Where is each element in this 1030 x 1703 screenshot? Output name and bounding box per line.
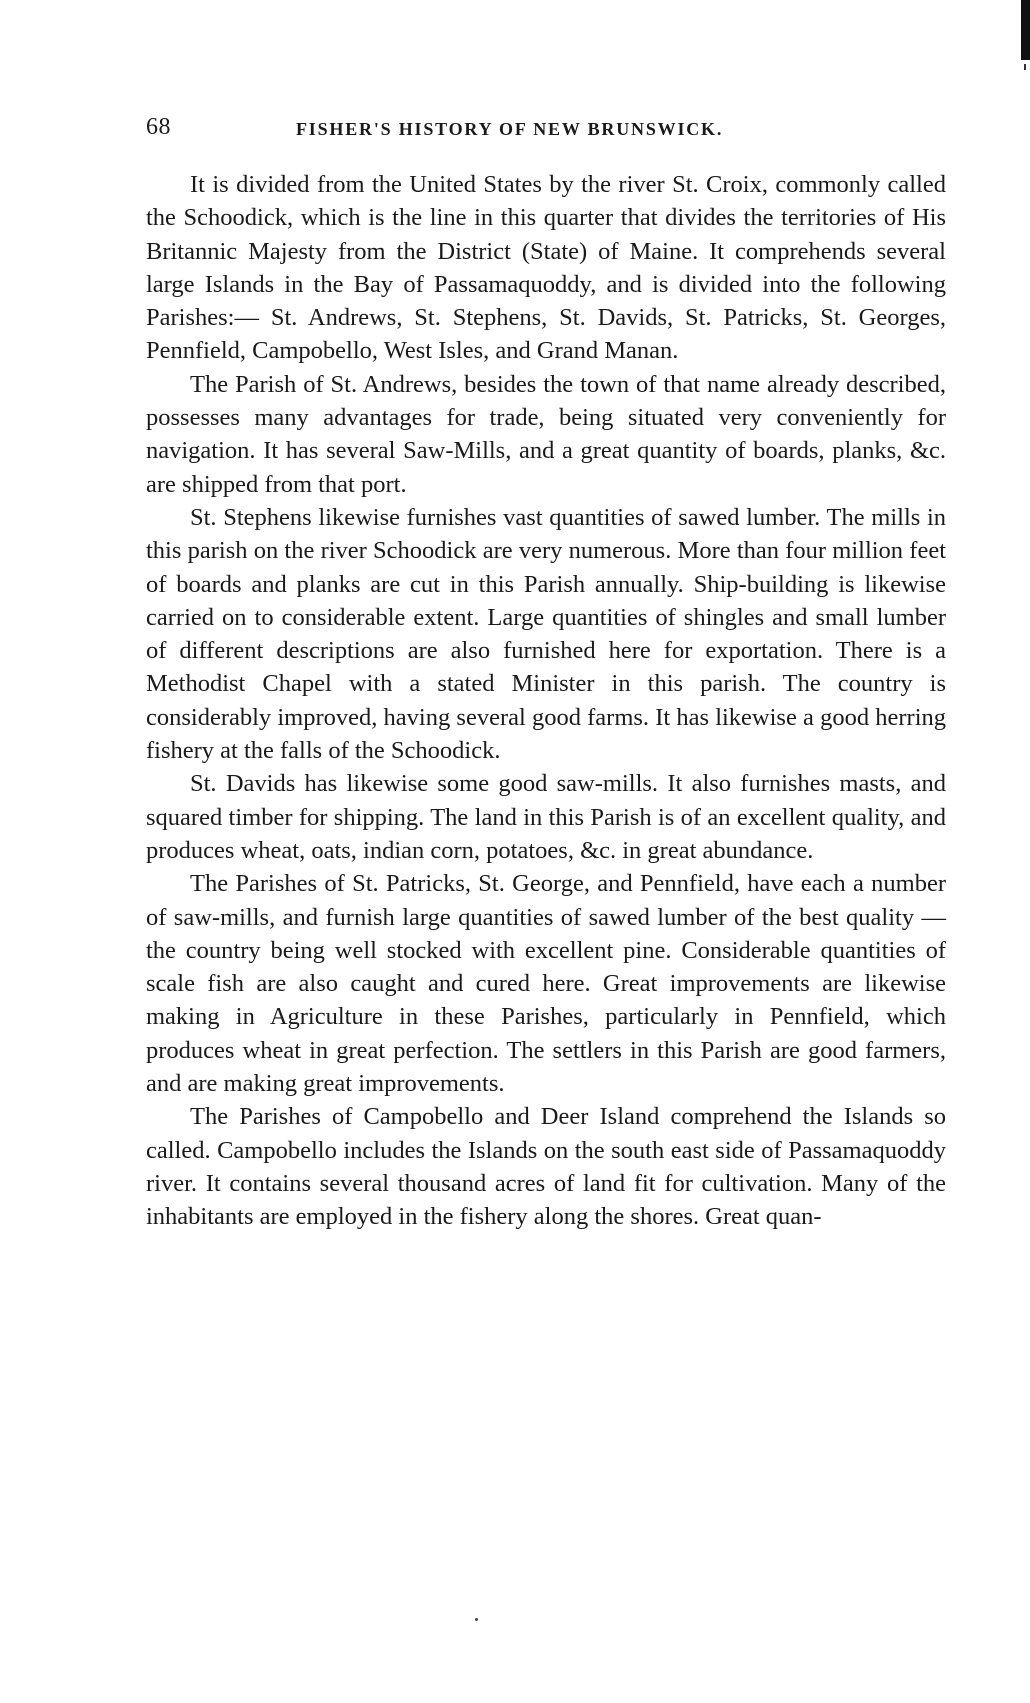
scan-speck bbox=[1024, 64, 1026, 70]
page-header bbox=[146, 114, 946, 148]
paragraph-st-patricks-george-pennfield: The Parishes of St. Patricks, St. George, and Pennfield, have each a number of saw-mills, and furnish large quantities of sawed lumber of the best quality — the country being well stocked with excellent pine. Considerable quantities of scale fish are also caught and cured here. Great improvements are likewise making in Agriculture in these Parishes, particularly in Pennfield, which produces wheat in great perfection. The settlers in this Parish are good farmers, and are making great improvements. bbox=[146, 870, 946, 1098]
scan-edge-mark bbox=[1021, 0, 1030, 60]
scan-dot bbox=[475, 1618, 478, 1621]
body-text bbox=[146, 168, 946, 1234]
paragraph-st-andrews: The Parish of St. Andrews, besides the town of that name already described, possesses many advantages for trade, being situated very conveniently for navigation. It has several Saw-Mills, and a great quantity of boards, planks, &c. are shipped from that port. bbox=[146, 370, 946, 498]
paragraph-charlotte-boundaries: It is divided from the United States by the river St. Croix, commonly called the Schoodick, which is the line in this quarter that divides the territories of His Britannic Majesty from the District (State) of Maine. It comprehends several large Islands in the Bay of Passamaquoddy, and is divided into the following Parishes:— St. Andrews, St. Stephens, St. Davids, St. Patricks, St. Georges, Pennfield, Campobello, West Isles, and Grand Manan. bbox=[146, 171, 946, 365]
paragraph-st-davids: St. Davids has likewise some good saw-mills. It also furnishes masts, and squared timber for shipping. The land in this Parish is of an excellent quality, and produces wheat, oats, indian corn, potatoes, &c. in great abundance. bbox=[146, 770, 946, 864]
page-number: 68 bbox=[146, 114, 171, 140]
running-title: FISHER'S HISTORY OF NEW BRUNSWICK. bbox=[296, 119, 724, 139]
paragraph-st-stephens: St. Stephens likewise furnishes vast quantities of sawed lumber. The mills in this parish on the river Schoodick are very numerous. More than four million feet of boards and planks are cut in this Parish annually. Ship-building is likewise carried on to considerable extent. Large quantities of shingles and small lumber of different descriptions are also furnished here for exportation. There is a Methodist Chapel with a stated Minister in this parish. The country is considerably improved, having several good farms. It has likewise a good herring fishery at the falls of the Schoodick. bbox=[146, 503, 946, 765]
paragraph-campobello-deer-island: The Parishes of Campobello and Deer Island comprehend the Islands so called. Campobello includes the Islands on the south east side of Passamaquoddy river. It contains several thousand acres of land fit for cultivation. Many of the inhabitants are employed in the fishery along the shores. Great quan- bbox=[146, 1103, 946, 1231]
